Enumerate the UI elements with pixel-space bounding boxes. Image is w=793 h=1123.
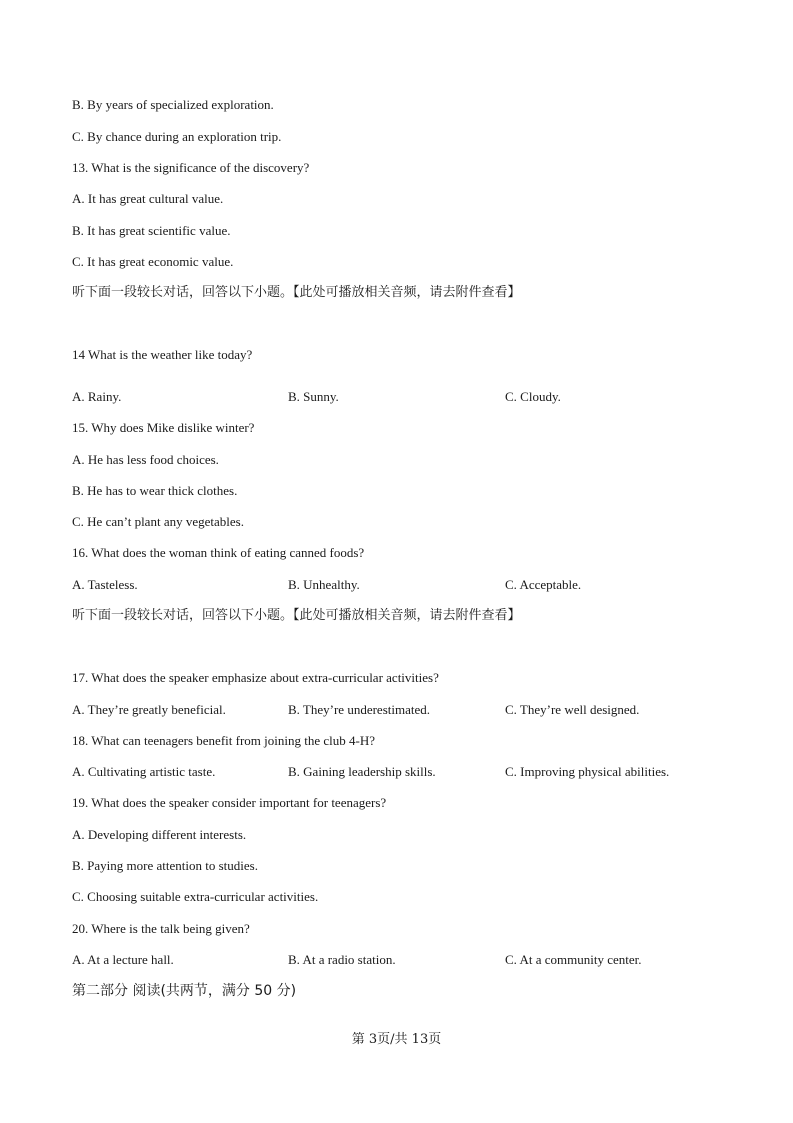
page-footer: 第 3页/共 13页 [351,1032,442,1047]
q17-option-b: B. They’re underestimated. [288,702,430,717]
q13-option-b: B. It has great scientific value. [72,223,231,238]
q15-stem: 15. Why does Mike dislike winter? [72,420,255,435]
q13-option-c: C. It has great economic value. [72,254,234,269]
q20-option-a: A. At a lecture hall. [72,952,174,967]
q19-option-c: C. Choosing suitable extra-curricular activities. [72,889,319,904]
q15-option-b: B. He has to wear thick clothes. [72,483,238,498]
q20-option-c: C. At a community center. [505,952,642,967]
q15-option-a: A. He has less food choices. [72,452,219,467]
q17-stem: 17. What does the speaker emphasize about extra-curricular activities? [72,670,439,685]
q12-option-c: C. By chance during an exploration trip. [72,129,282,144]
q14-option-c: C. Cloudy. [505,389,561,404]
q13-option-a: A. It has great cultural value. [72,191,224,206]
q19-stem: 19. What does the speaker consider important for teenagers? [72,795,387,810]
section-heading: 第二部分 阅读(共两节，满分 50 分) [72,983,297,999]
q18-stem: 18. What can teenagers benefit from joining the club 4-H? [72,733,375,748]
q16-option-b: B. Unhealthy. [288,577,360,592]
listening-instruction: 听下面一段较长对话，回答以下小题。【此处可播放相关音频，请去附件查看】 [72,285,521,300]
q13-stem: 13. What is the significance of the discovery? [72,160,310,175]
q14-option-b: B. Sunny. [288,389,339,404]
q14-stem: 14 What is the weather like today? [72,347,253,362]
q16-option-c: C. Acceptable. [505,577,582,592]
q16-option-a: A. Tasteless. [72,577,138,592]
q18-option-a: A. Cultivating artistic taste. [72,764,216,779]
q15-option-c: C. He can’t plant any vegetables. [72,514,244,529]
q18-option-b: B. Gaining leadership skills. [288,764,436,779]
q19-option-a: A. Developing different interests. [72,827,247,842]
q16-stem: 16. What does the woman think of eating canned foods? [72,545,365,560]
q20-stem: 20. Where is the talk being given? [72,921,250,936]
q20-option-b: B. At a radio station. [288,952,396,967]
q19-option-b: B. Paying more attention to studies. [72,858,258,873]
q12-option-b: B. By years of specialized exploration. [72,97,274,112]
q14-option-a: A. Rainy. [72,389,122,404]
listening-instruction: 听下面一段较长对话，回答以下小题。【此处可播放相关音频，请去附件查看】 [72,608,521,623]
q17-option-c: C. They’re well designed. [505,702,640,717]
q18-option-c: C. Improving physical abilities. [505,764,670,779]
q17-option-a: A. They’re greatly beneficial. [72,702,226,717]
